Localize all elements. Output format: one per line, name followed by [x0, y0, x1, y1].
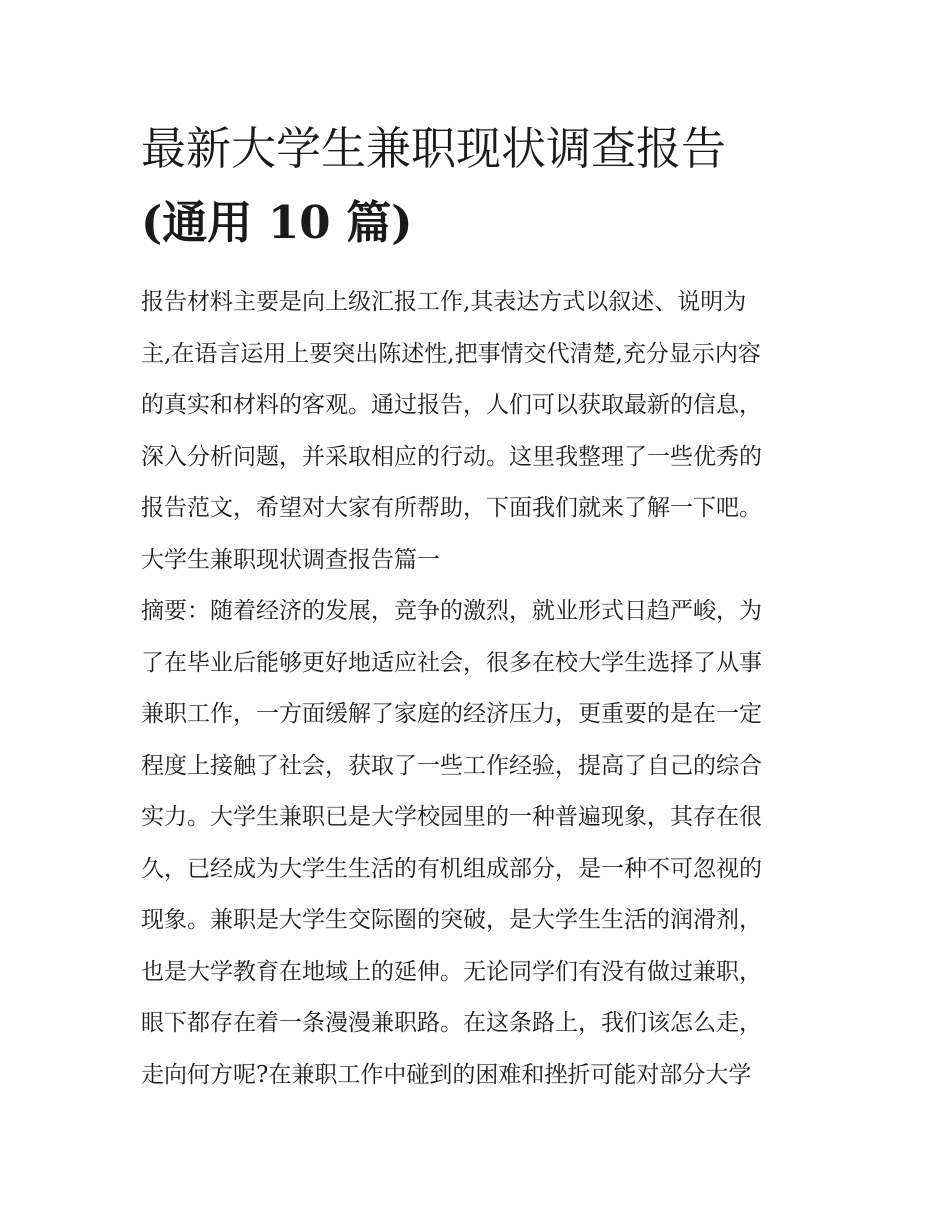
- abstract-line: 眼下都存在着一条漫漫兼职路。在这条路上，我们该怎么走，: [141, 1010, 762, 1036]
- intro-line: 报告材料主要是向上级汇报工作,其表达方式以叙述、说明为: [141, 289, 747, 315]
- abstract-line: 走向何方呢?在兼职工作中碰到的困难和挫折可能对部分大学: [141, 1061, 752, 1088]
- document-body: [141, 277, 813, 1101]
- abstract-line: 了在毕业后能够更好地适应社会，很多在校大学生选择了从事: [141, 649, 762, 676]
- abstract-line: 久，已经成为大学生生活的有机组成部分，是一种不可忽视的: [141, 855, 762, 882]
- intro-line: 的真实和材料的客观。通过报告，人们可以获取最新的信息，: [141, 392, 762, 418]
- abstract-line: 也是大学教育在地域上的延伸。无论同学们有没有做过兼职，: [141, 958, 762, 985]
- abstract-line: 现象。兼职是大学生交际圈的突破，是大学生生活的润滑剂，: [141, 907, 762, 933]
- intro-line: 主,在语言运用上要突出陈述性,把事情交代清楚,充分显示内容: [141, 340, 761, 367]
- abstract-line: 实力。大学生兼职已是大学校园里的一种普遍现象，其存在很: [141, 804, 762, 830]
- document-content: [141, 112, 813, 1101]
- abstract-line: 摘要：随着经济的发展，竞争的激烈，就业形式日趋严峻，为: [141, 598, 762, 624]
- intro-line: 深入分析问题，并采取相应的行动。这里我整理了一些优秀的: [141, 443, 762, 470]
- intro-line: 报告范文，希望对大家有所帮助，下面我们就来了解一下吧。: [141, 495, 762, 521]
- abstract-line: 兼职工作，一方面缓解了家庭的经济压力，更重要的是在一定: [141, 701, 762, 727]
- abstract-line: 程度上接触了社会，获取了一些工作经验，提高了自己的综合: [141, 752, 762, 779]
- title-line: 最新大学生兼职现状调查报告: [141, 122, 727, 175]
- section-heading: 大学生兼职现状调查报告篇一: [141, 546, 440, 573]
- title-line: (通用 10 篇): [141, 196, 413, 249]
- document-title: [141, 112, 813, 260]
